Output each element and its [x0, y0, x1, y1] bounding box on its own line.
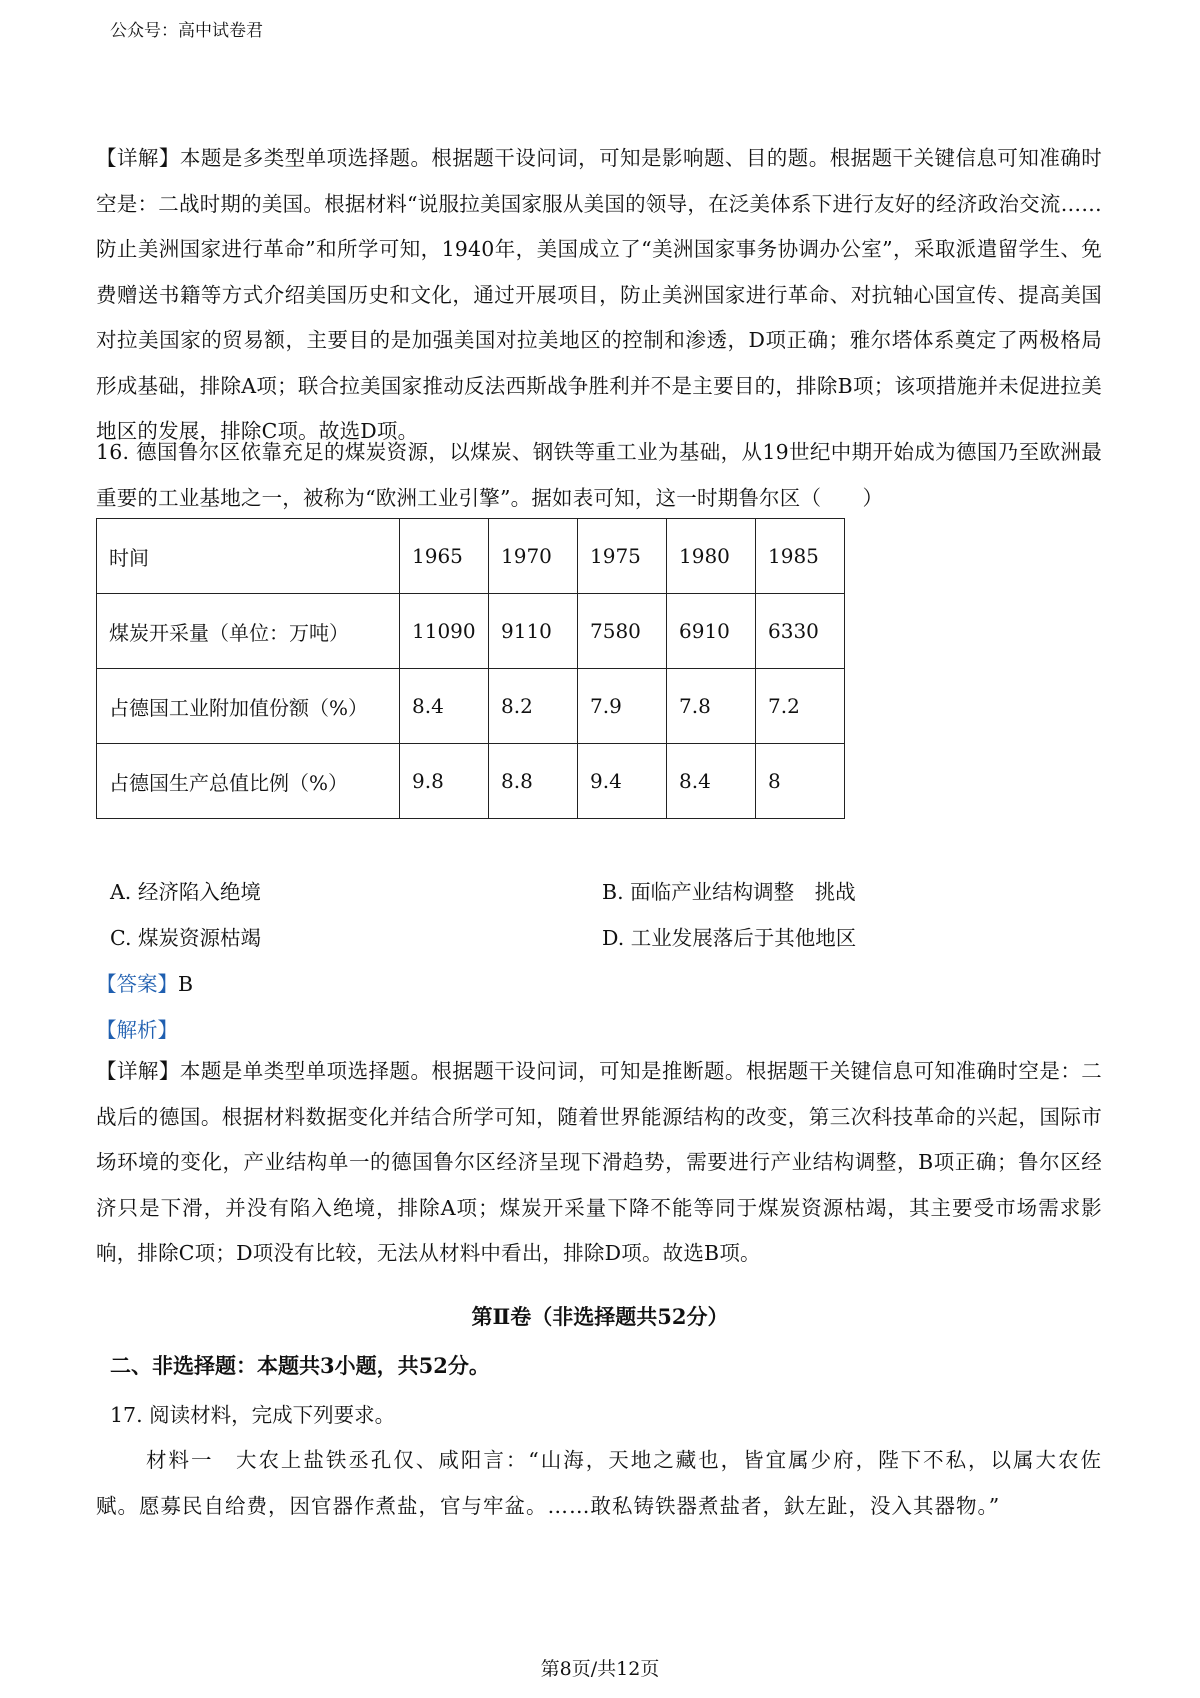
- page-number: 第8页/共12页: [540, 1658, 660, 1680]
- question-17-stem: 17. 阅读材料，完成下列要求。: [110, 1403, 396, 1427]
- table-cell: 8: [756, 744, 845, 819]
- detail-text: 本题是单类型单项选择题。根据题干设问词，可知是推断题。根据题干关键信息可知准确时空是：二战后的德国。根据材料数据变化并结合所学可知，随着世界能源结构的改变，第三次科技革命的兴起，国际市场环境的变化，产业结构单一的德国鲁尔区经济呈现下滑趋势，需要进行产业结构调整，B项正确；鲁尔区经济只是下滑，并没有陷入绝境，排除A项；煤炭开采量下降不能等同于煤炭资源枯竭，其主要受市场需求影响，排除C项；D项没有比较，无法从材料中看出，排除D项。故选B项。: [96, 1059, 1102, 1265]
- table-cell: 7.9: [578, 669, 667, 744]
- detail-tag: 【详解】: [96, 1059, 180, 1083]
- material-one-text: 材料一 大农上盐铁丞孔仅、咸阳言：“山海，天地之藏也，皆宜属少府，陛下不私，以属大农佐赋。愿募民自给费，因官器作煮盐，官与牢盆。……敢私铸铁器煮盐者，釱左趾，没入其器物。”: [96, 1448, 1102, 1518]
- option-a: A. 经济陷入绝境: [110, 880, 261, 904]
- detail-16: [96, 1049, 1102, 1277]
- answer-line: [96, 967, 193, 997]
- ruhr-data-table: [96, 518, 845, 819]
- table-cell: 7.8: [667, 669, 756, 744]
- table-cell: 7.2: [756, 669, 845, 744]
- table-cell: 8.8: [489, 744, 578, 819]
- detail-15: [96, 136, 1102, 455]
- question-16-stem: [96, 430, 1102, 521]
- table-cell: 1980: [667, 519, 756, 594]
- volume-title: 第Ⅱ卷（非选择题共52分）: [471, 1304, 729, 1329]
- material-one: [96, 1437, 1102, 1529]
- detail-text: 本题是多类型单项选择题。根据题干设问词，可知是影响题、目的题。根据题干关键信息可知准确时空是：二战时期的美国。根据材料“说服拉美国家服从美国的领导，在泛美体系下进行友好的经济政治交流……防止美洲国家进行革命”和所学可知，1940年，美国成立了“美洲国家事务协调办公室”，采取派遣留学生、免费赠送书籍等方式介绍美国历史和文化，通过开展项目，防止美洲国家进行革命、对抗轴心国宣传、提高美国对拉美国家的贸易额，主要目的是加强美国对拉美地区的控制和渗透，D项正确；雅尔塔体系奠定了两极格局形成基础，排除A项；联合拉美国家推动反法西斯战争胜利并不是主要目的，排除B项；该项措施并未促进拉美地区的发展，排除C项。故选D项。: [96, 146, 1102, 443]
- table-cell: 8.4: [667, 744, 756, 819]
- table-cell: 6330: [756, 594, 845, 669]
- table-cell: 8.4: [400, 669, 489, 744]
- option-d: D. 工业发展落后于其他地区: [602, 926, 857, 950]
- table-cell: 占德国工业附加值份额（%）: [97, 669, 400, 744]
- option-c: C. 煤炭资源枯竭: [110, 926, 261, 950]
- question-16-text: 16. 德国鲁尔区依靠充足的煤炭资源，以煤炭、钢铁等重工业为基础，从19世纪中期开始成为德国乃至欧洲最重要的工业基地之一，被称为“欧洲工业引擎”。据如表可知，这一时期鲁尔区（ ）: [96, 440, 1102, 510]
- answer-value: B: [178, 972, 194, 996]
- analysis-tag: 【解析】: [96, 1018, 178, 1042]
- table-header-row: [97, 519, 845, 594]
- answer-tag: 【答案】: [96, 972, 178, 996]
- table-cell: 6910: [667, 594, 756, 669]
- table-row: [97, 594, 845, 669]
- table-cell: 时间: [97, 519, 400, 594]
- table-cell: 1975: [578, 519, 667, 594]
- table-cell: 1985: [756, 519, 845, 594]
- part-title: 二、非选择题：本题共3小题，共52分。: [110, 1353, 490, 1378]
- table-row: [97, 744, 845, 819]
- table-cell: 1970: [489, 519, 578, 594]
- table-cell: 9.8: [400, 744, 489, 819]
- table-cell: 1965: [400, 519, 489, 594]
- table-cell: 9.4: [578, 744, 667, 819]
- detail-tag: 【详解】: [96, 146, 180, 170]
- option-b: B. 面临产业结构调整 挑战: [602, 880, 856, 904]
- table-cell: 11090: [400, 594, 489, 669]
- table-cell: 7580: [578, 594, 667, 669]
- table-cell: 8.2: [489, 669, 578, 744]
- table-cell: 9110: [489, 594, 578, 669]
- table-cell: 煤炭开采量（单位：万吨）: [97, 594, 400, 669]
- table-row: [97, 669, 845, 744]
- table-cell: 占德国生产总值比例（%）: [97, 744, 400, 819]
- page-header-source: 公众号：高中试卷君: [110, 21, 263, 41]
